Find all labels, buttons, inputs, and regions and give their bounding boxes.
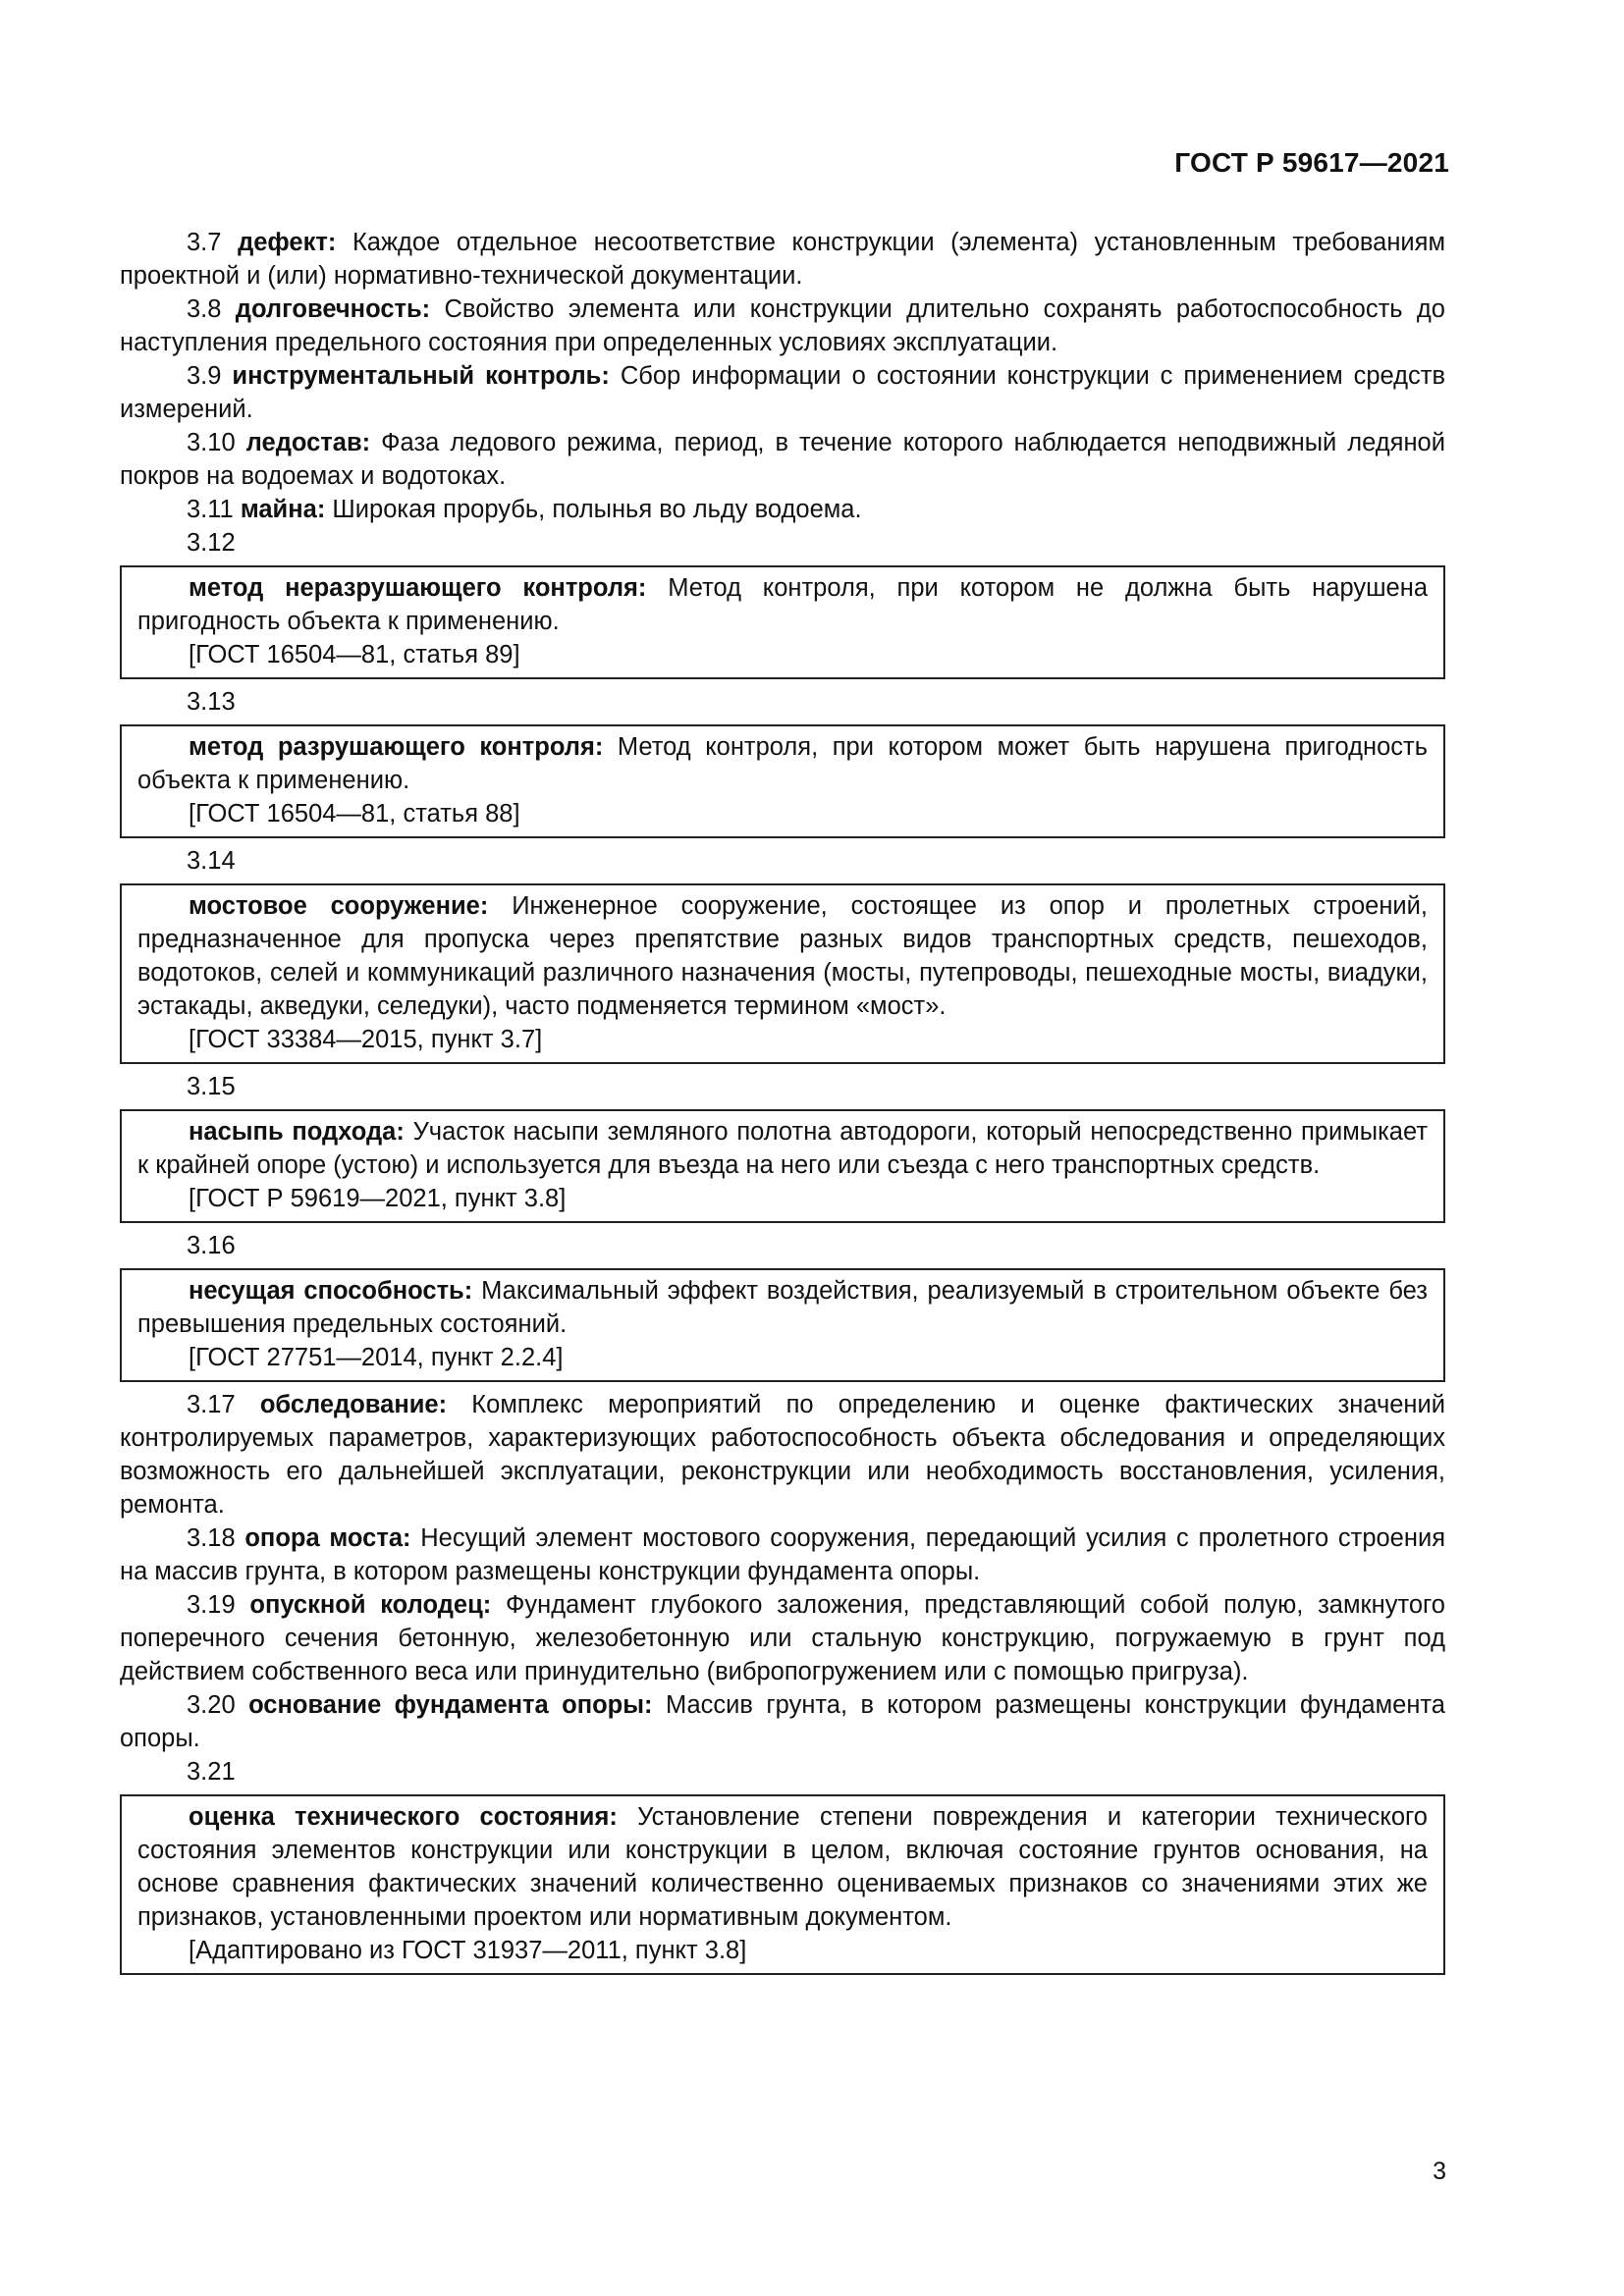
term-entry: 3.19 опускной колодец: Фундамент глубокого заложения, представляющий собой полую, замкнутого поперечного сечения бетонную, железобетонную или стальную конструкцию, погружаемую в грунт под действием собственного веса или принудительно (вибропогружением или с помощью пригруза). <box>120 1591 1445 1685</box>
term-source: [ГОСТ 16504—81, статья 89] <box>189 641 520 668</box>
term-name: долговечность: <box>235 295 431 323</box>
term-name: инструментальный контроль: <box>232 362 610 390</box>
term-name: опора моста: <box>244 1524 411 1552</box>
quoted-term-box <box>120 1268 1445 1382</box>
quoted-term-box <box>120 1109 1445 1223</box>
term-number: 3.21 <box>187 1758 236 1786</box>
term-name: метод неразрушающего контроля: <box>189 574 647 602</box>
term-entry: мостовое сооружение: Инженерное сооружение, состоящее из опор и пролетных строений, предназначенное для пропуска через препятствие разных видов транспортных средств, пешеходов, водотоков, селей и коммуникаций различного назначения (мосты, путепроводы, пешеходные мосты, виадуки, эстакады, акведуки, селедуки), часто подменяется термином «мост». <box>137 892 1428 1020</box>
term-entry: 3.8 долговечность: Свойство элемента или конструкции длительно сохранять работоспособность до наступления предельного состояния при определенных условиях эксплуатации. <box>120 295 1445 356</box>
term-number: 3.14 <box>187 847 236 875</box>
page-number: 3 <box>1433 2158 1446 2185</box>
quoted-term-box <box>120 724 1445 838</box>
term-name: опускной колодец: <box>249 1591 492 1619</box>
term-source: [ГОСТ 27751—2014, пункт 2.2.4] <box>189 1344 564 1371</box>
term-name: насыпь подхода: <box>189 1118 405 1146</box>
document-body <box>120 226 1445 1981</box>
term-number: 3.12 <box>187 529 236 557</box>
term-entry: 3.18 опора моста: Несущий элемент мостового сооружения, передающий усилия с пролетного строения на массив грунта, в котором размещены конструкции фундамента опоры. <box>120 1524 1445 1585</box>
term-name: дефект: <box>238 229 337 256</box>
term-name: основание фундамента опоры: <box>248 1691 653 1719</box>
term-number: 3.13 <box>187 688 236 716</box>
term-entry: 3.20 основание фундамента опоры: Массив грунта, в котором размещены конструкции фундамента опоры. <box>120 1691 1445 1752</box>
term-entry: 3.9 инструментальный контроль: Сбор информации о состоянии конструкции с применением средств измерений. <box>120 362 1445 423</box>
term-name: мостовое сооружение: <box>189 892 489 920</box>
quoted-term-box <box>120 883 1445 1064</box>
term-name: метод разрушающего контроля: <box>189 733 604 761</box>
quoted-term-box <box>120 565 1445 679</box>
term-entry: метод разрушающего контроля: Метод контроля, при котором может быть нарушена пригодность объекта к применению. <box>137 733 1428 794</box>
term-entry: 3.11 майна: Широкая прорубь, полынья во льду водоема. <box>187 496 862 523</box>
term-source: [Адаптировано из ГОСТ 31937—2011, пункт 3.8] <box>189 1937 747 1964</box>
term-name: ледостав: <box>245 429 371 456</box>
term-source: [ГОСТ 33384—2015, пункт 3.7] <box>189 1026 543 1053</box>
term-entry: насыпь подхода: Участок насыпи земляного полотна автодороги, который непосредственно примыкает к крайней опоре (устою) и используется для въезда на него или съезда с него транспортных средств. <box>137 1118 1428 1179</box>
term-number: 3.16 <box>187 1232 236 1259</box>
term-source: [ГОСТ Р 59619—2021, пункт 3.8] <box>189 1185 567 1212</box>
term-entry: метод неразрушающего контроля: Метод контроля, при котором не должна быть нарушена пригодность объекта к применению. <box>137 574 1428 635</box>
term-name: майна: <box>240 496 326 523</box>
term-number: 3.15 <box>187 1073 236 1100</box>
term-entry: 3.10 ледостав: Фаза ледового режима, период, в течение которого наблюдается неподвижный ледяной покров на водоемах и водотоках. <box>120 429 1445 490</box>
term-entry: 3.17 обследование: Комплекс мероприятий по определению и оценке фактических значений контролируемых параметров, характеризующих работоспособность объекта обследования и определяющих возможность его дальнейшей эксплуатации, реконструкции или необходимость восстановления, усиления, ремонта. <box>120 1391 1445 1519</box>
term-source: [ГОСТ 16504—81, статья 88] <box>189 800 520 828</box>
document-header: ГОСТ Р 59617—2021 <box>1174 147 1449 178</box>
term-entry: несущая способность: Максимальный эффект воздействия, реализуемый в строительном объекте без превышения предельных состояний. <box>137 1277 1428 1338</box>
quoted-term-box <box>120 1794 1445 1975</box>
term-name: оценка технического состояния: <box>189 1803 618 1831</box>
term-entry: оценка технического состояния: Установление степени повреждения и категории технического состояния элементов конструкции или конструкции в целом, включая состояние грунтов основания, на основе сравнения фактических значений количественно оцениваемых признаков со значениями этих же признаков, установленными проектом или нормативным документом. <box>137 1803 1428 1931</box>
term-entry: 3.7 дефект: Каждое отдельное несоответствие конструкции (элемента) установленным требованиям проектной и (или) нормативно-технической документации. <box>120 229 1445 290</box>
term-name: обследование: <box>259 1391 448 1418</box>
term-name: несущая способность: <box>189 1277 473 1305</box>
